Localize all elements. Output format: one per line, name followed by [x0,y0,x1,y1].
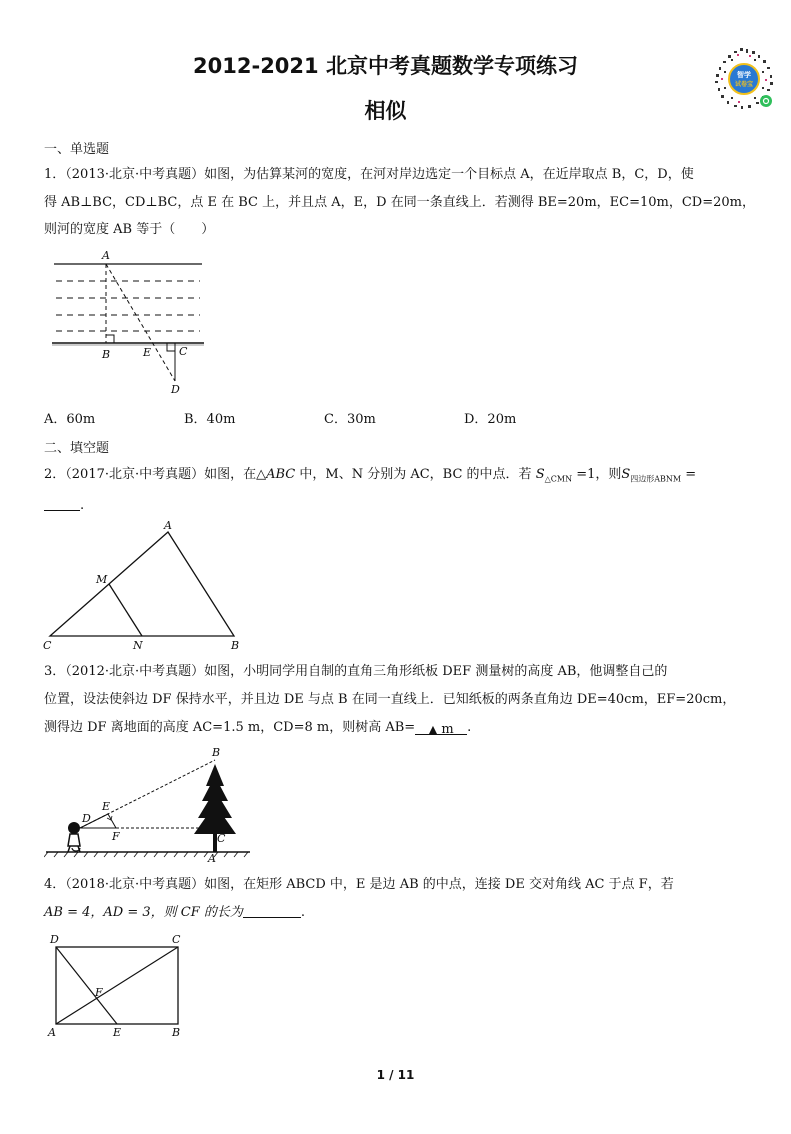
q3-text-line1: 3．（2012·北京·中考真题）如图，小明同学用自制的直角三角形纸板 DEF 测量树的高度 AB，他调整自己的 [44,664,668,679]
q1-label-b: B [102,348,111,361]
q2-label-b: B [231,639,240,652]
qr-code-icon[interactable] [710,45,778,113]
q1-text-line2: 得 AB⊥BC，CD⊥BC，点 E 在 BC 上，并且点 A，E，D 在同一条直线上．若测得 BE=20m，EC=10m，CD=20m， [44,195,755,210]
q1-text-line3: 则河的宽度 AB 等于（ ） [44,222,215,237]
q3-label-e: E [102,800,111,813]
q4-text-line2: AB = 4，AD = 3，则 CF 的长为 . [44,905,305,920]
q1-label-c: C [179,345,188,358]
q4-label-c: C [172,933,181,946]
q2-triangle-abc: △ABC [256,467,296,482]
q4-text-line1: 4．（2018·北京·中考真题）如图，在矩形 ABCD 中，E 是边 AB 的中点，连接 DE 交对角线 AC 于点 F，若 [44,877,674,892]
q3-text-line3: 测得边 DF 离地面的高度 AC=1.5 m，CD=8 m，则树高 AB= ▲ m . [44,720,472,737]
q2-answer-blank[interactable] [44,497,80,511]
q4-label-e: E [113,1026,122,1039]
q2-area-cmn: S [535,467,545,482]
page-title: 2012-2021 北京中考真题数学专项练习 [193,54,578,78]
qr-label-bottom: 试卷宝 [734,81,754,88]
q4-label-d: D [50,933,59,946]
q4-rectangle-figure [44,930,194,1042]
q1-label-e: E [143,346,152,359]
section-single-choice: 一、单选题 [44,142,110,157]
q3-tree-figure [44,746,254,862]
qr-label-top: 智学 [737,71,751,79]
person-icon [68,822,80,852]
q4-label-f: F [95,986,103,999]
q2-label-a: A [164,519,172,532]
q2-text-line1: 2．（2017·北京·中考真题）如图，在△ABC 中，M、N 分别为 AC，BC 的中点．若 $S_{\triangle CMN} =1$，则$S_{四边形ABNM}$ = [44,467,697,484]
q1-label-a: A [102,249,110,262]
q2-triangle-figure [40,516,250,652]
q1-option-d[interactable]: D．20m [464,412,517,427]
q2-label-c: C [43,639,52,652]
q2-text-line2: . [44,497,754,515]
q2-label-n: N [133,639,143,652]
q3-label-f: F [112,830,120,843]
q3-label-a: A [208,852,216,862]
page-subtitle: 相似 [364,99,407,123]
q4-label-a: A [48,1026,56,1039]
q3-label-b: B [212,746,221,759]
page-number: 1 / 11 [376,1068,415,1082]
q1-text-line1: 1．（2013·北京·中考真题）如图，为估算某河的宽度，在河对岸边选定一个目标点 A，在近岸取点 B，C，D，使 [44,167,694,182]
q2-label-m: M [96,573,108,586]
q1-option-a[interactable]: A．60m [44,412,96,427]
q3-text-line2: 位置，设法使斜边 DF 保持水平，并且边 DE 与点 B 在同一直线上．已知纸板的两条直角边 DE=40cm，EF=20cm， [44,692,736,707]
tree-icon [194,764,236,852]
q1-label-d: D [171,383,180,396]
q3-answer-blank[interactable]: ▲ m [415,721,467,735]
q1-option-b[interactable]: B．40m [184,412,236,427]
q2-area-abnm: S [621,467,631,482]
q3-label-c: C [217,832,226,845]
q4-label-b: B [172,1026,181,1039]
q3-label-d: D [82,812,91,825]
q1-river-figure [48,246,208,398]
q1-option-c[interactable]: C．30m [324,412,376,427]
q4-answer-blank[interactable] [243,904,301,918]
section-fill-blank: 二、填空题 [44,441,110,456]
